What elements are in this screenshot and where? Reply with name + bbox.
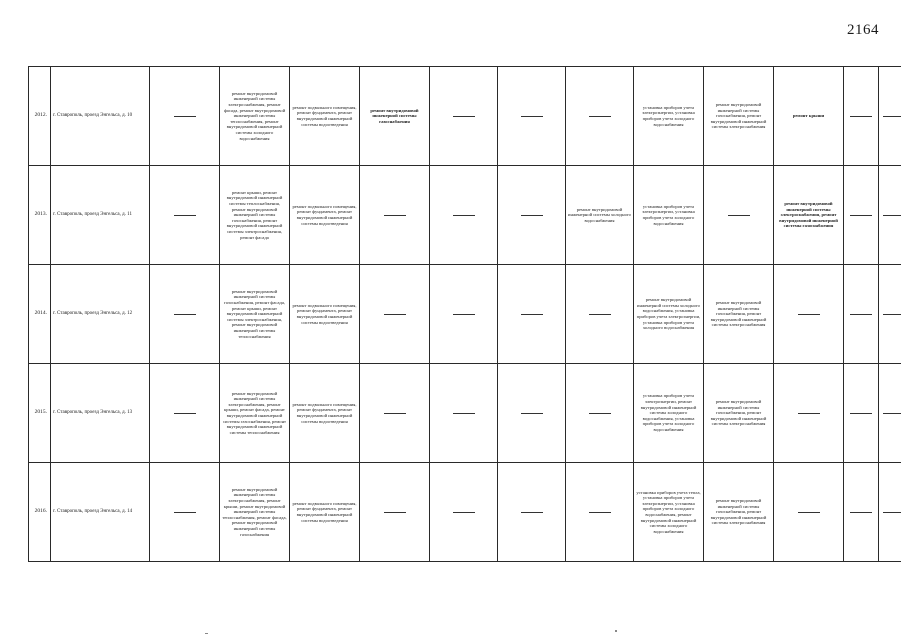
row-number-cell — [29, 166, 51, 265]
empty-dash — [174, 512, 196, 513]
empty-dash — [728, 215, 750, 216]
work-cell-c9 — [634, 364, 704, 463]
table-body — [29, 67, 901, 562]
work-cell-c4 — [290, 463, 360, 562]
empty-dash — [589, 116, 611, 117]
work-cell-c10 — [704, 364, 774, 463]
work-cell-c2 — [150, 364, 220, 463]
address-cell — [51, 67, 150, 166]
work-description: ремонт подвального помещения, ремонт фундамента, ремонт внутридомовой инженерной системы водоотведения — [292, 302, 357, 325]
work-cell-c13 — [879, 67, 901, 166]
address-cell — [51, 364, 150, 463]
row-number: 2014. — [34, 310, 47, 317]
work-description: ремонт крыши, ремонт внутридомовой инженерной системы теплоснабжения, ремонт внутридомовой инженерной системы газоснабжения, ремонт внутридомовой инженерной системы электроснабжения, ремонт фасада — [226, 189, 283, 240]
work-cell-c3 — [220, 364, 290, 463]
work-description: установка приборов учета электроэнергии, установка приборов учета холодного водоснабжения — [642, 203, 695, 226]
work-description: ремонт подвального помещения, ремонт фундамента, ремонт внутридомовой инженерной системы водоотведения — [292, 401, 357, 424]
work-cell-c8 — [566, 463, 634, 562]
empty-dash — [384, 314, 406, 315]
work-description: ремонт внутридомовой инженерной системы холодного водоснабжения, установка приборов учета электроэнергии, установка приборов учета холодного водоснабжения — [636, 297, 701, 331]
work-cell-c2 — [150, 463, 220, 562]
work-cell-c6 — [430, 166, 498, 265]
work-cell-c13 — [879, 265, 901, 364]
row-number: 2015. — [34, 409, 47, 416]
page-number: 2164 — [847, 22, 879, 38]
work-cell-c8 — [566, 265, 634, 364]
work-cell-c2 — [150, 265, 220, 364]
empty-dash — [883, 215, 901, 216]
work-cell-c12 — [844, 67, 879, 166]
work-cell-c4 — [290, 265, 360, 364]
row-number-cell — [29, 67, 51, 166]
work-description: ремонт внутридомовой инженерной системы холодного водоснабжения — [568, 206, 631, 223]
empty-dash — [174, 215, 196, 216]
work-cell-c8 — [566, 166, 634, 265]
work-description: ремонт внутридомовой инженерной системы газоснабжения — [370, 107, 419, 124]
empty-dash — [798, 413, 820, 414]
empty-dash — [521, 215, 543, 216]
row-number: 2013. — [34, 211, 47, 218]
work-cell-c9 — [634, 463, 704, 562]
work-description: ремонт подвального помещения, ремонт фундамента, ремонт внутридомовой инженерной системы водоотведения — [292, 104, 357, 127]
work-cell-c7 — [498, 265, 566, 364]
work-description: ремонт внутридомовой инженерной системы газоснабжения, ремонт внутридомовой инженерной системы электроснабжения — [710, 102, 767, 130]
work-description: ремонт подвального помещения, ремонт фундамента, ремонт внутридомовой инженерной системы водоотведения — [292, 500, 357, 523]
address-text: г. Ставрополь, проезд Энгельса, д. 10 — [53, 113, 133, 119]
empty-dash — [453, 512, 475, 513]
work-cell-c11 — [774, 166, 844, 265]
work-cell-c7 — [498, 364, 566, 463]
empty-dash — [521, 314, 543, 315]
work-cell-c13 — [879, 166, 901, 265]
work-cell-c11 — [774, 463, 844, 562]
empty-dash — [521, 116, 543, 117]
work-cell-c12 — [844, 265, 879, 364]
empty-dash — [521, 512, 543, 513]
empty-dash — [883, 314, 901, 315]
empty-dash — [384, 512, 406, 513]
address-text: г. Ставрополь, проезд Энгельса, д. 11 — [53, 212, 132, 218]
table-row — [29, 265, 901, 364]
work-cell-c5 — [360, 166, 430, 265]
work-cell-c6 — [430, 364, 498, 463]
empty-dash — [384, 215, 406, 216]
work-cell-c10 — [704, 166, 774, 265]
work-cell-c13 — [879, 364, 901, 463]
work-description: ремонт внутридомовой инженерной системы газоснабжения, ремонт внутридомовой инженерной системы электроснабжения — [710, 300, 767, 328]
table-row — [29, 364, 901, 463]
work-cell-c2 — [150, 166, 220, 265]
empty-dash — [174, 116, 196, 117]
work-cell-c3 — [220, 265, 290, 364]
address-cell — [51, 463, 150, 562]
empty-dash — [589, 512, 611, 513]
document-table-wrapper — [28, 66, 901, 562]
work-cell-c12 — [844, 166, 879, 265]
work-description: установка приборов учета тепла, установка приборов учета электроэнергии, установка приборов учета холодного водоснабжения, ремонт внутридомовой инженерной системы холодного водоснабжения — [636, 489, 701, 534]
repair-schedule-table — [28, 66, 901, 562]
empty-dash — [174, 314, 196, 315]
work-cell-c3 — [220, 463, 290, 562]
empty-dash — [521, 413, 543, 414]
work-cell-c11 — [774, 265, 844, 364]
work-cell-c9 — [634, 265, 704, 364]
empty-dash — [589, 413, 611, 414]
work-cell-c6 — [430, 463, 498, 562]
empty-dash — [798, 512, 820, 513]
empty-dash — [384, 413, 406, 414]
work-description: ремонт подвального помещения, ремонт фундамента, ремонт внутридомовой инженерной системы водоотведения — [292, 203, 357, 226]
work-cell-c5 — [360, 265, 430, 364]
empty-dash — [174, 413, 196, 414]
work-cell-c4 — [290, 67, 360, 166]
work-cell-c11 — [774, 67, 844, 166]
work-description: ремонт внутридомовой инженерной системы электроснабжения, ремонт крыши, ремонт внутридомовой инженерной системы теплоснабжения, ремонт фасада, ремонт внутридомовой инженерной системы газоснабжения — [222, 486, 287, 537]
work-cell-c5 — [360, 67, 430, 166]
scan-artifact — [615, 630, 617, 632]
work-cell-c6 — [430, 67, 498, 166]
row-number-cell — [29, 463, 51, 562]
work-cell-c8 — [566, 364, 634, 463]
work-description: установка приборов учета электроэнергии, установка приборов учета холодного водоснабжения — [642, 104, 695, 127]
empty-dash — [883, 413, 901, 414]
work-cell-c11 — [774, 364, 844, 463]
work-cell-c7 — [498, 463, 566, 562]
empty-dash — [798, 314, 820, 315]
work-cell-c7 — [498, 166, 566, 265]
table-row — [29, 463, 901, 562]
empty-dash — [850, 314, 872, 315]
empty-dash — [453, 314, 475, 315]
work-description: ремонт внутридомовой инженерной системы газоснабжения, ремонт внутридомовой инженерной системы электроснабжения — [710, 498, 767, 526]
address-cell — [51, 166, 150, 265]
empty-dash — [883, 512, 901, 513]
work-cell-c6 — [430, 265, 498, 364]
row-number-cell — [29, 364, 51, 463]
work-cell-c4 — [290, 166, 360, 265]
empty-dash — [453, 215, 475, 216]
empty-dash — [883, 116, 901, 117]
work-description: ремонт крыши — [792, 113, 825, 119]
empty-dash — [850, 215, 872, 216]
address-text: г. Ставрополь, проезд Энгельса, д. 12 — [53, 311, 133, 317]
empty-dash — [850, 512, 872, 513]
work-cell-c5 — [360, 463, 430, 562]
work-description: ремонт внутридомовой инженерной системы газоснабжения, ремонт внутридомовой инженерной системы электроснабжения — [710, 399, 767, 427]
work-description: установка приборов учета электроэнергии, ремонт внутридомовой инженерной системы холодного водоснабжения, установка приборов учета холодного водоснабжения — [640, 393, 697, 432]
table-row — [29, 67, 901, 166]
address-text: г. Ставрополь, проезд Энгельса, д. 14 — [53, 509, 133, 515]
work-description: ремонт внутридомовой инженерной системы электроснабжения, ремонт фасада, ремонт внутридомовой инженерной системы теплоснабжения, ремонт внутридомовой инженерной системы холодного водоснабжения — [223, 90, 286, 141]
address-cell — [51, 265, 150, 364]
row-number: 2016. — [34, 508, 47, 515]
table-row — [29, 166, 901, 265]
work-cell-c13 — [879, 463, 901, 562]
work-cell-c10 — [704, 265, 774, 364]
work-description: ремонт внутридомовой инженерной системы газоснабжения, ремонт фасада, ремонт крыши, ремонт внутридомовой инженерной системы электроснабжения, ремонт внутридомовой инженерной системы теплоснабжения — [223, 288, 286, 339]
work-cell-c3 — [220, 166, 290, 265]
work-cell-c9 — [634, 67, 704, 166]
work-cell-c10 — [704, 463, 774, 562]
work-cell-c3 — [220, 67, 290, 166]
scan-artifact — [205, 633, 208, 634]
work-cell-c4 — [290, 364, 360, 463]
work-cell-c2 — [150, 67, 220, 166]
empty-dash — [589, 314, 611, 315]
work-cell-c10 — [704, 67, 774, 166]
work-cell-c12 — [844, 364, 879, 463]
empty-dash — [453, 116, 475, 117]
row-number: 2012. — [34, 112, 47, 119]
row-number-cell — [29, 265, 51, 364]
work-cell-c7 — [498, 67, 566, 166]
work-cell-c5 — [360, 364, 430, 463]
empty-dash — [850, 116, 872, 117]
empty-dash — [453, 413, 475, 414]
empty-dash — [850, 413, 872, 414]
work-cell-c8 — [566, 67, 634, 166]
work-description: ремонт внутридомовой инженерной системы электроснабжения, ремонт крыши, ремонт фасада, ремонт внутридомовой инженерной системы газоснабжения, ремонт внутридомовой инженерной системы теплоснабжения — [222, 390, 287, 435]
work-cell-c9 — [634, 166, 704, 265]
work-description: ремонт внутридомовой инженерной системы электроснабжения, ремонт внутридомовой инженерной системы газоснабжения — [779, 201, 838, 229]
work-cell-c12 — [844, 463, 879, 562]
address-text: г. Ставрополь, проезд Энгельса, д. 13 — [53, 410, 133, 416]
